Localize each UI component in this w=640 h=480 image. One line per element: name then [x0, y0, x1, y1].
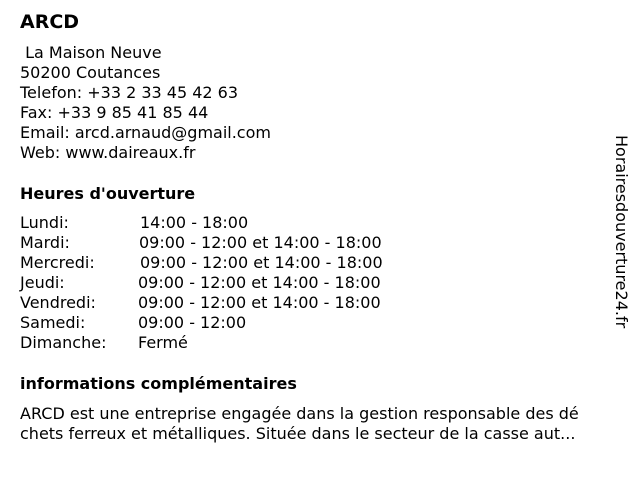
fax-number: Fax: +33 9 85 41 85 44 — [20, 103, 209, 122]
info-description — [20, 404, 624, 444]
watermark-text: Horairesdouverture24.fr — [612, 135, 631, 329]
time-value: 09:00 - 12:00 — [138, 313, 247, 332]
phone-number[interactable]: Telefon: +33 2 33 45 42 63 — [20, 83, 239, 102]
day-label: Jeudi: — [20, 273, 65, 292]
site-watermark — [611, 135, 633, 345]
time-value: Fermé — [138, 333, 188, 352]
company-name: ARCD — [20, 11, 80, 33]
website-link[interactable]: Web: www.daireaux.fr — [20, 143, 196, 162]
info-line-1: ARCD est une entreprise engagée dans la gestion responsable des dé — [20, 404, 579, 423]
address-block — [20, 43, 271, 163]
time-value: 09:00 - 12:00 et 14:00 - 18:00 — [140, 253, 383, 272]
city-postcode: 50200 Coutances — [20, 63, 161, 82]
time-value: 09:00 - 12:00 et 14:00 - 18:00 — [138, 273, 381, 292]
day-label: Lundi: — [20, 213, 69, 232]
day-label: Samedi: — [20, 313, 86, 332]
time-value: 09:00 - 12:00 et 14:00 - 18:00 — [138, 293, 381, 312]
hours-heading: Heures d'ouverture — [20, 184, 196, 203]
day-label: Vendredi: — [20, 293, 96, 312]
info-heading: informations complémentaires — [20, 374, 297, 393]
email-address[interactable]: Email: arcd.arnaud@gmail.com — [20, 123, 271, 142]
day-label: Dimanche: — [20, 333, 107, 352]
time-value: 09:00 - 12:00 et 14:00 - 18:00 — [139, 233, 382, 252]
info-line-2: chets ferreux et métalliques. Située dans le secteur de la casse aut... — [20, 424, 576, 443]
day-label: Mardi: — [20, 233, 70, 252]
day-label: Mercredi: — [20, 253, 95, 272]
time-value: 14:00 - 18:00 — [140, 213, 249, 232]
street-address: La Maison Neuve — [20, 43, 162, 62]
